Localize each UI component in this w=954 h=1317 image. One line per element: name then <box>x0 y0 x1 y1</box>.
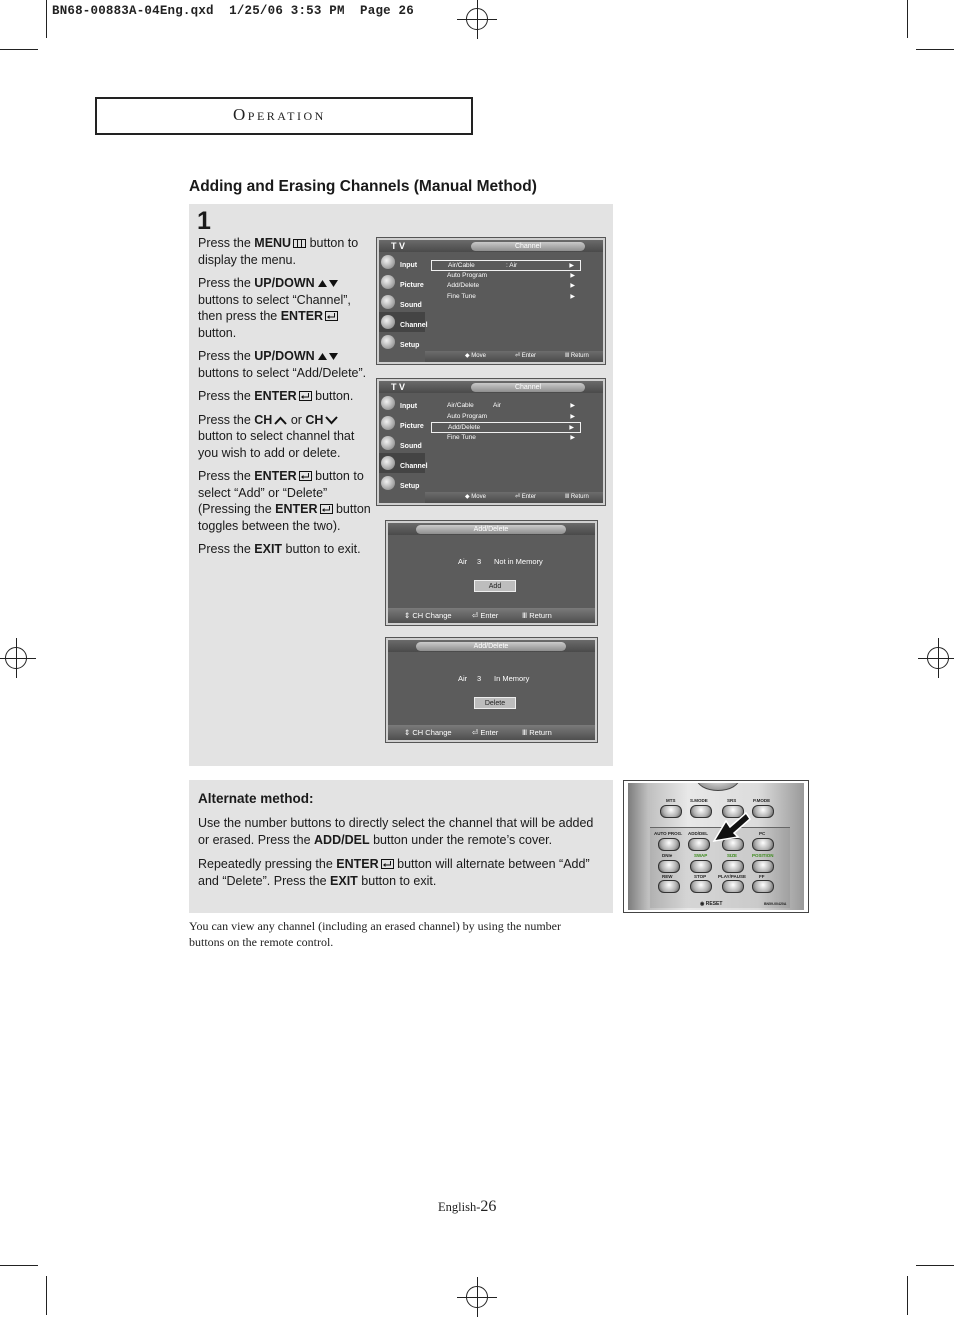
osd-item-auto-program: Auto Program ▶ <box>447 412 575 420</box>
text-run: buttons to select “Channel”, then press the <box>198 292 351 323</box>
add-button: Add <box>474 580 516 592</box>
dpad-icon <box>696 783 740 791</box>
footer-language: English- <box>438 1200 481 1214</box>
dialog-title: Add/Delete <box>416 642 566 651</box>
text-run: button. <box>311 389 354 403</box>
step-item <box>198 541 376 558</box>
alternate-method-title: Alternate method: <box>198 791 314 806</box>
osd-side-input: Input <box>379 393 425 413</box>
text-run: button to select “Add” or “Delete” (Pressing the <box>198 469 364 516</box>
osd-return-hint: Ⅲ Return <box>565 353 589 359</box>
step-item <box>198 348 376 381</box>
key-name: ENTER <box>336 857 379 871</box>
osd-item-add-delete: Add/Delete ▶ <box>447 282 575 289</box>
channel-down-icon <box>323 413 338 427</box>
crop-mark <box>46 1276 47 1315</box>
osd-return-hint: Ⅲ Return <box>565 494 589 500</box>
registration-mark <box>927 647 949 669</box>
enter-icon <box>379 857 394 871</box>
text-run: button to select channel that you wish to add or delete. <box>198 429 355 460</box>
remote-label-mts: MTS <box>666 798 676 803</box>
remote-model-number: BN59-00420A <box>764 902 787 906</box>
osd-move-hint: ◆ Move <box>465 494 486 500</box>
osd-item-fine-tune: Fine Tune ▶ <box>447 292 575 300</box>
registration-mark <box>5 647 27 669</box>
crop-mark <box>916 1265 954 1266</box>
setup-icon <box>381 335 395 349</box>
remote-label-stop: STOP <box>694 874 707 879</box>
crop-mark <box>0 1265 38 1266</box>
text-run: button. <box>198 325 237 340</box>
text-run: button under the remote’s cover. <box>369 832 553 847</box>
alternate-paragraph-2 <box>198 856 598 889</box>
return-hint: Ⅲ Return <box>522 611 552 620</box>
text-run: Press the <box>198 389 255 403</box>
setup-icon <box>381 476 395 490</box>
return-hint: Ⅲ Return <box>522 728 552 737</box>
step-item <box>198 412 376 462</box>
dialog-channel: 3 <box>477 674 482 683</box>
channel-up-icon <box>272 413 287 427</box>
key-name: EXIT <box>254 542 283 556</box>
remote-label-position: POSITION <box>752 853 774 858</box>
enter-icon <box>318 502 333 516</box>
ch-change-hint: ⇕ CH Change <box>404 728 452 737</box>
osd-title: Channel <box>471 383 585 392</box>
remote-label-size: SIZE <box>727 853 738 858</box>
pmode-button <box>752 805 774 818</box>
registration-mark <box>466 1286 488 1308</box>
crop-mark <box>916 49 954 50</box>
page-footer <box>438 1198 496 1216</box>
alternate-paragraph-1 <box>198 815 598 848</box>
text-run: button to display the menu. <box>198 236 359 267</box>
up-down-icon <box>315 349 339 363</box>
dialog-source: Air <box>458 557 468 566</box>
remote-label-playpause: PLAY/PAUSE <box>718 874 747 879</box>
text-run: Repeatedly pressing the <box>198 857 337 871</box>
remote-label-dnie: DNIe <box>662 853 673 858</box>
pointer-arrow-icon <box>712 811 752 843</box>
text-run: button toggles between the two). <box>198 502 371 533</box>
smode-button <box>690 805 712 818</box>
key-name: ENTER <box>254 469 297 483</box>
adddel-button <box>688 838 710 851</box>
key-name: ADD/DEL <box>314 832 370 847</box>
step-list <box>198 235 376 565</box>
registration-mark <box>466 8 488 30</box>
remote-control-image <box>623 780 809 913</box>
text-run: Press the <box>198 236 255 250</box>
dialog-status: Not in Memory <box>494 557 543 566</box>
sound-icon <box>381 436 395 450</box>
dialog-channel: 3 <box>477 557 482 566</box>
osd-channel-menu-2 <box>377 379 605 505</box>
osd-item-air-cable: Air/Cable Air ▶ <box>447 402 575 409</box>
osd-tv-label: T V <box>391 241 406 251</box>
up-down-icon <box>315 276 339 290</box>
picture-icon <box>381 416 395 430</box>
step-number: 1 <box>197 207 211 235</box>
input-icon <box>381 255 395 269</box>
dialog-status: In Memory <box>494 674 530 683</box>
osd-move-hint: ◆ Move <box>465 353 486 359</box>
text-run: or <box>287 412 306 427</box>
osd-channel-menu <box>377 238 605 364</box>
crop-mark <box>907 1276 908 1315</box>
input-icon <box>381 396 395 410</box>
osd-tv-label: T V <box>391 382 406 392</box>
remote-label-autoprog: AUTO PROG. <box>654 831 683 836</box>
step-item <box>198 235 376 268</box>
position-button <box>752 860 774 873</box>
add-delete-dialog-2 <box>386 638 597 742</box>
picture-icon <box>381 275 395 289</box>
text-run: button will alternate between “Add” and “Delete”. Press the <box>198 857 590 888</box>
delete-button: Delete <box>474 697 516 709</box>
osd-title: Channel <box>471 242 585 251</box>
stop-button <box>690 880 712 893</box>
key-name: ENTER <box>254 389 297 403</box>
size-button <box>722 860 744 873</box>
text-run: Use the number buttons to directly select the channel that will be added or erased. Press the <box>198 816 594 847</box>
text-run: Press the <box>198 469 255 483</box>
key-name: ENTER <box>275 502 318 516</box>
key-name: EXIT <box>330 873 358 888</box>
crop-mark <box>907 0 908 38</box>
osd-side-sound: Sound <box>379 292 425 312</box>
key-name: ENTER <box>280 309 324 323</box>
osd-item-air-cable: Air/Cable : Air ▶ <box>431 260 581 271</box>
enter-icon <box>297 389 312 403</box>
print-header: BN68-00883A-04Eng.qxd 1/25/06 3:53 PM Page 26 <box>52 4 414 18</box>
remote-label-pc: PC <box>759 831 766 836</box>
remote-label-ff: FF <box>759 874 765 879</box>
key-name: MENU <box>254 236 292 250</box>
osd-item-add-delete: Add/Delete ▶ <box>431 422 581 433</box>
channel-icon <box>381 456 395 470</box>
alternate-method-text <box>198 815 598 897</box>
osd-side-channel: Channel <box>379 453 425 473</box>
step-item <box>198 388 376 405</box>
dialog-source: Air <box>458 674 468 683</box>
rew-button <box>658 880 680 893</box>
menu-icon <box>291 236 306 250</box>
step-item <box>198 275 376 341</box>
key-name: CH <box>254 412 273 427</box>
text-run: Press the <box>198 542 255 556</box>
dnie-button <box>658 860 680 873</box>
osd-side-setup: Setup <box>379 332 425 352</box>
osd-side-picture: Picture <box>379 413 425 433</box>
remote-label-smode: S.MODE <box>690 798 708 803</box>
text-run: Press the <box>198 276 255 290</box>
enter-hint: ⏎ Enter <box>472 728 499 737</box>
enter-hint: ⏎ Enter <box>472 611 499 620</box>
ff-button <box>752 880 774 893</box>
osd-side-channel: Channel <box>379 312 425 332</box>
key-name: UP/DOWN <box>254 349 315 363</box>
osd-side-picture: Picture <box>379 272 425 292</box>
add-delete-dialog <box>386 521 597 625</box>
remote-label-reset: ◉ RESET <box>700 901 723 907</box>
swap-button <box>690 860 712 873</box>
enter-icon <box>323 309 338 323</box>
text-run: Press the <box>198 349 255 363</box>
remote-label-pmode: P.MODE <box>753 798 771 803</box>
osd-enter-hint: ⏎ Enter <box>515 494 537 500</box>
crop-mark <box>0 49 38 50</box>
text-run: button to exit. <box>282 542 361 556</box>
remote-label-swap: SWAP <box>694 853 708 858</box>
remote-label-adddel: ADD/DEL <box>688 831 708 836</box>
osd-item-auto-program: Auto Program ▶ <box>447 271 575 279</box>
text-run: button to exit. <box>357 873 437 888</box>
key-name: CH <box>305 412 324 427</box>
remote-label-srs: SRS <box>727 798 737 803</box>
dialog-title: Add/Delete <box>416 525 566 534</box>
section-title: Operation <box>233 105 326 124</box>
page-heading: Adding and Erasing Channels (Manual Method) <box>189 178 537 195</box>
ch-change-hint: ⇕ CH Change <box>404 611 452 620</box>
text-run: buttons to select “Add/Delete”. <box>198 365 367 380</box>
crop-mark <box>46 0 47 38</box>
play-pause-button <box>722 880 744 893</box>
sound-icon <box>381 295 395 309</box>
osd-item-fine-tune: Fine Tune ▶ <box>447 433 575 441</box>
osd-enter-hint: ⏎ Enter <box>515 353 537 359</box>
pc-button <box>752 838 774 851</box>
key-name: UP/DOWN <box>254 276 315 290</box>
mts-button <box>660 805 682 818</box>
note-text: You can view any channel (including an erased channel) by using the number buttons on the remote control. <box>189 919 562 949</box>
osd-side-sound: Sound <box>379 433 425 453</box>
osd-side-input: Input <box>379 252 425 272</box>
remote-label-rew: REW <box>662 874 673 879</box>
step-item <box>198 468 376 534</box>
enter-icon <box>297 469 312 483</box>
autoprog-button <box>658 838 680 851</box>
osd-side-setup: Setup <box>379 473 425 493</box>
page-number: 26 <box>480 1198 497 1215</box>
text-run: Press the <box>198 412 255 427</box>
channel-icon <box>381 315 395 329</box>
